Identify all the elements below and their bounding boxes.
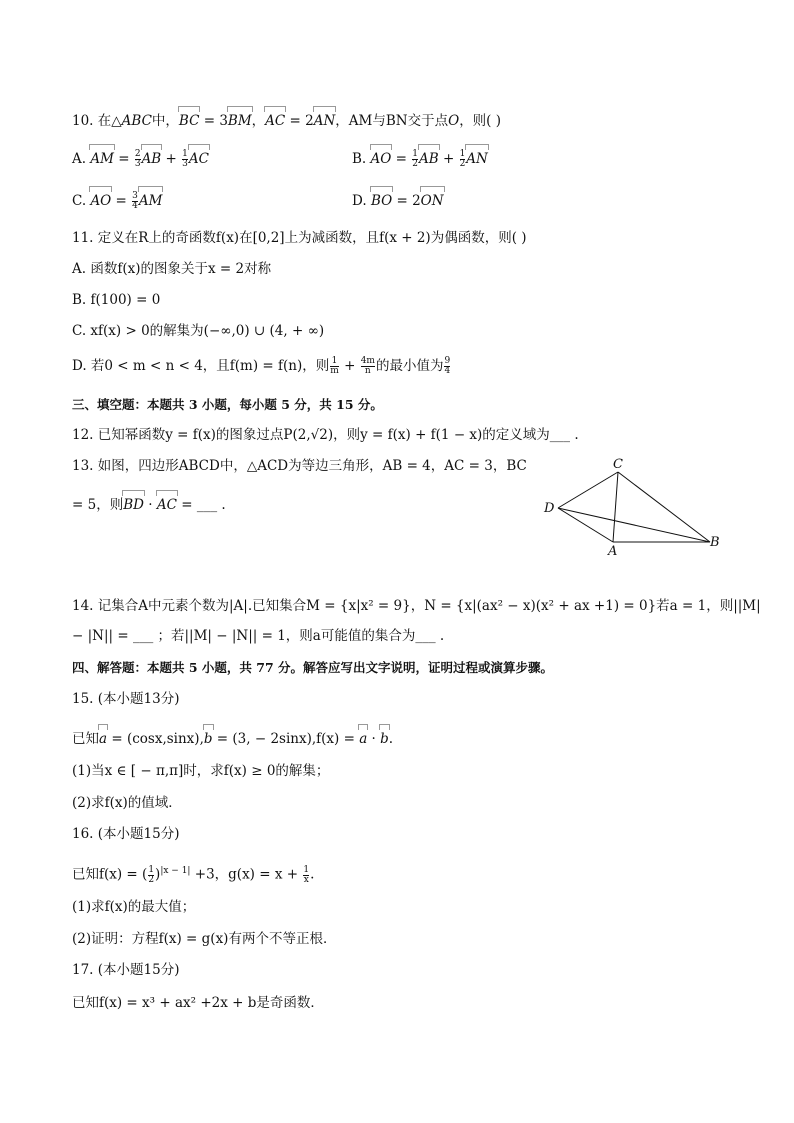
section-4-title: 四、解答题：本题共 5 小题，共 77 分。解答应写出文字说明，证明过程或演算步骤。 xyxy=(72,660,554,675)
q15-part2: (2)求f(x)的值域． xyxy=(72,795,182,811)
q11-option-b: B. f(100) = 0 xyxy=(72,292,161,308)
label-a: A xyxy=(608,544,618,556)
segment-da xyxy=(558,508,613,542)
q16-head: 16. (本小题15分) xyxy=(72,826,180,842)
q11-option-a: A. 函数f(x)的图象关于x = 2对称 xyxy=(72,261,272,277)
q15-part1: (1)当x ∈ [ − π,π]时，求f(x) ≥ 0的解集； xyxy=(72,763,330,779)
q14-line2: − |N|| = ___ ；若||M| − |N|| = 1，则a可能值的集合为___ . xyxy=(72,628,445,644)
q13-line2: = 5，则BD · AC = ___ . xyxy=(72,497,226,513)
q11-option-d: D. 若0 < m < n < 4，且f(m) = f(n)，则 $\frac{1}{m}$ + $\frac{4m}{n}$ 的最小值为 $\frac{9}{4}$ xyxy=(72,356,451,376)
label-c: C xyxy=(613,457,623,472)
q16-part1: (1)求f(x)的最大值； xyxy=(72,899,196,915)
q15-line1: 已知a = (cosx,sinx),b = (3, − 2sinx),f(x) = a · b. xyxy=(72,731,394,747)
q15-head: 15. (本小题13分) xyxy=(72,691,180,707)
quadrilateral-figure xyxy=(538,452,728,556)
q14-line1: 14. 记集合A中元素个数为|A|.已知集合M = {x|x² = 9}，N = {x|(ax² − x)(x² + ax +1) = 0}若a = 1，则||M| xyxy=(72,598,761,614)
q10-option-b: B. AO = $\frac{1}{2}$ AB + $\frac{1}{2}$ AN xyxy=(352,149,488,169)
label-d: D xyxy=(544,501,555,516)
q10-option-d: D. BO = 2ON xyxy=(352,193,444,209)
q11-stem: 11. 定义在R上的奇函数f(x)在[0,2]上为减函数，且f(x + 2)为偶函数，则( ) xyxy=(72,230,527,246)
q16-part2: (2)证明：方程f(x) = g(x)有两个不等正根． xyxy=(72,931,337,947)
q13-line1: 13. 如图，四边形ABCD中，△ACD为等边三角形，AB = 4，AC = 3，BC xyxy=(72,458,527,474)
q16-line1: 已知f(x) = ( $\frac{1}{2}$ )$^{|x - 1|}$ +3，g(x) = x + $\frac{1}{x}$ . xyxy=(72,864,315,885)
section-3-title: 三、填空题：本题共 3 小题，每小题 5 分，共 15 分。 xyxy=(72,397,383,412)
q10-stem: 10. 在△ABC中，BC = 3BM，AC = 2AN，AM与BN交于点O，则( ) xyxy=(72,113,502,129)
q17-line1: 已知f(x) = x³ + ax² +2x + b是奇函数． xyxy=(72,995,324,1011)
q12: 12. 已知幂函数y = f(x)的图象过点P(2,√2)，则y = f(x) + f(1 − x)的定义域为___ . xyxy=(72,427,579,443)
q10-option-a: A. AM = $\frac{2}{3}$ AB + $\frac{1}{3}$ AC xyxy=(72,149,209,169)
q11-option-c: C. xf(x) > 0的解集为(−∞,0) ∪ (4, + ∞) xyxy=(72,323,325,339)
q10-option-c: C. AO = $\frac{3}{4}$ AM xyxy=(72,191,163,211)
label-b: B xyxy=(710,535,720,550)
segment-cd xyxy=(558,472,618,508)
q17-head: 17. (本小题15分) xyxy=(72,962,180,978)
segment-ca xyxy=(613,472,618,542)
